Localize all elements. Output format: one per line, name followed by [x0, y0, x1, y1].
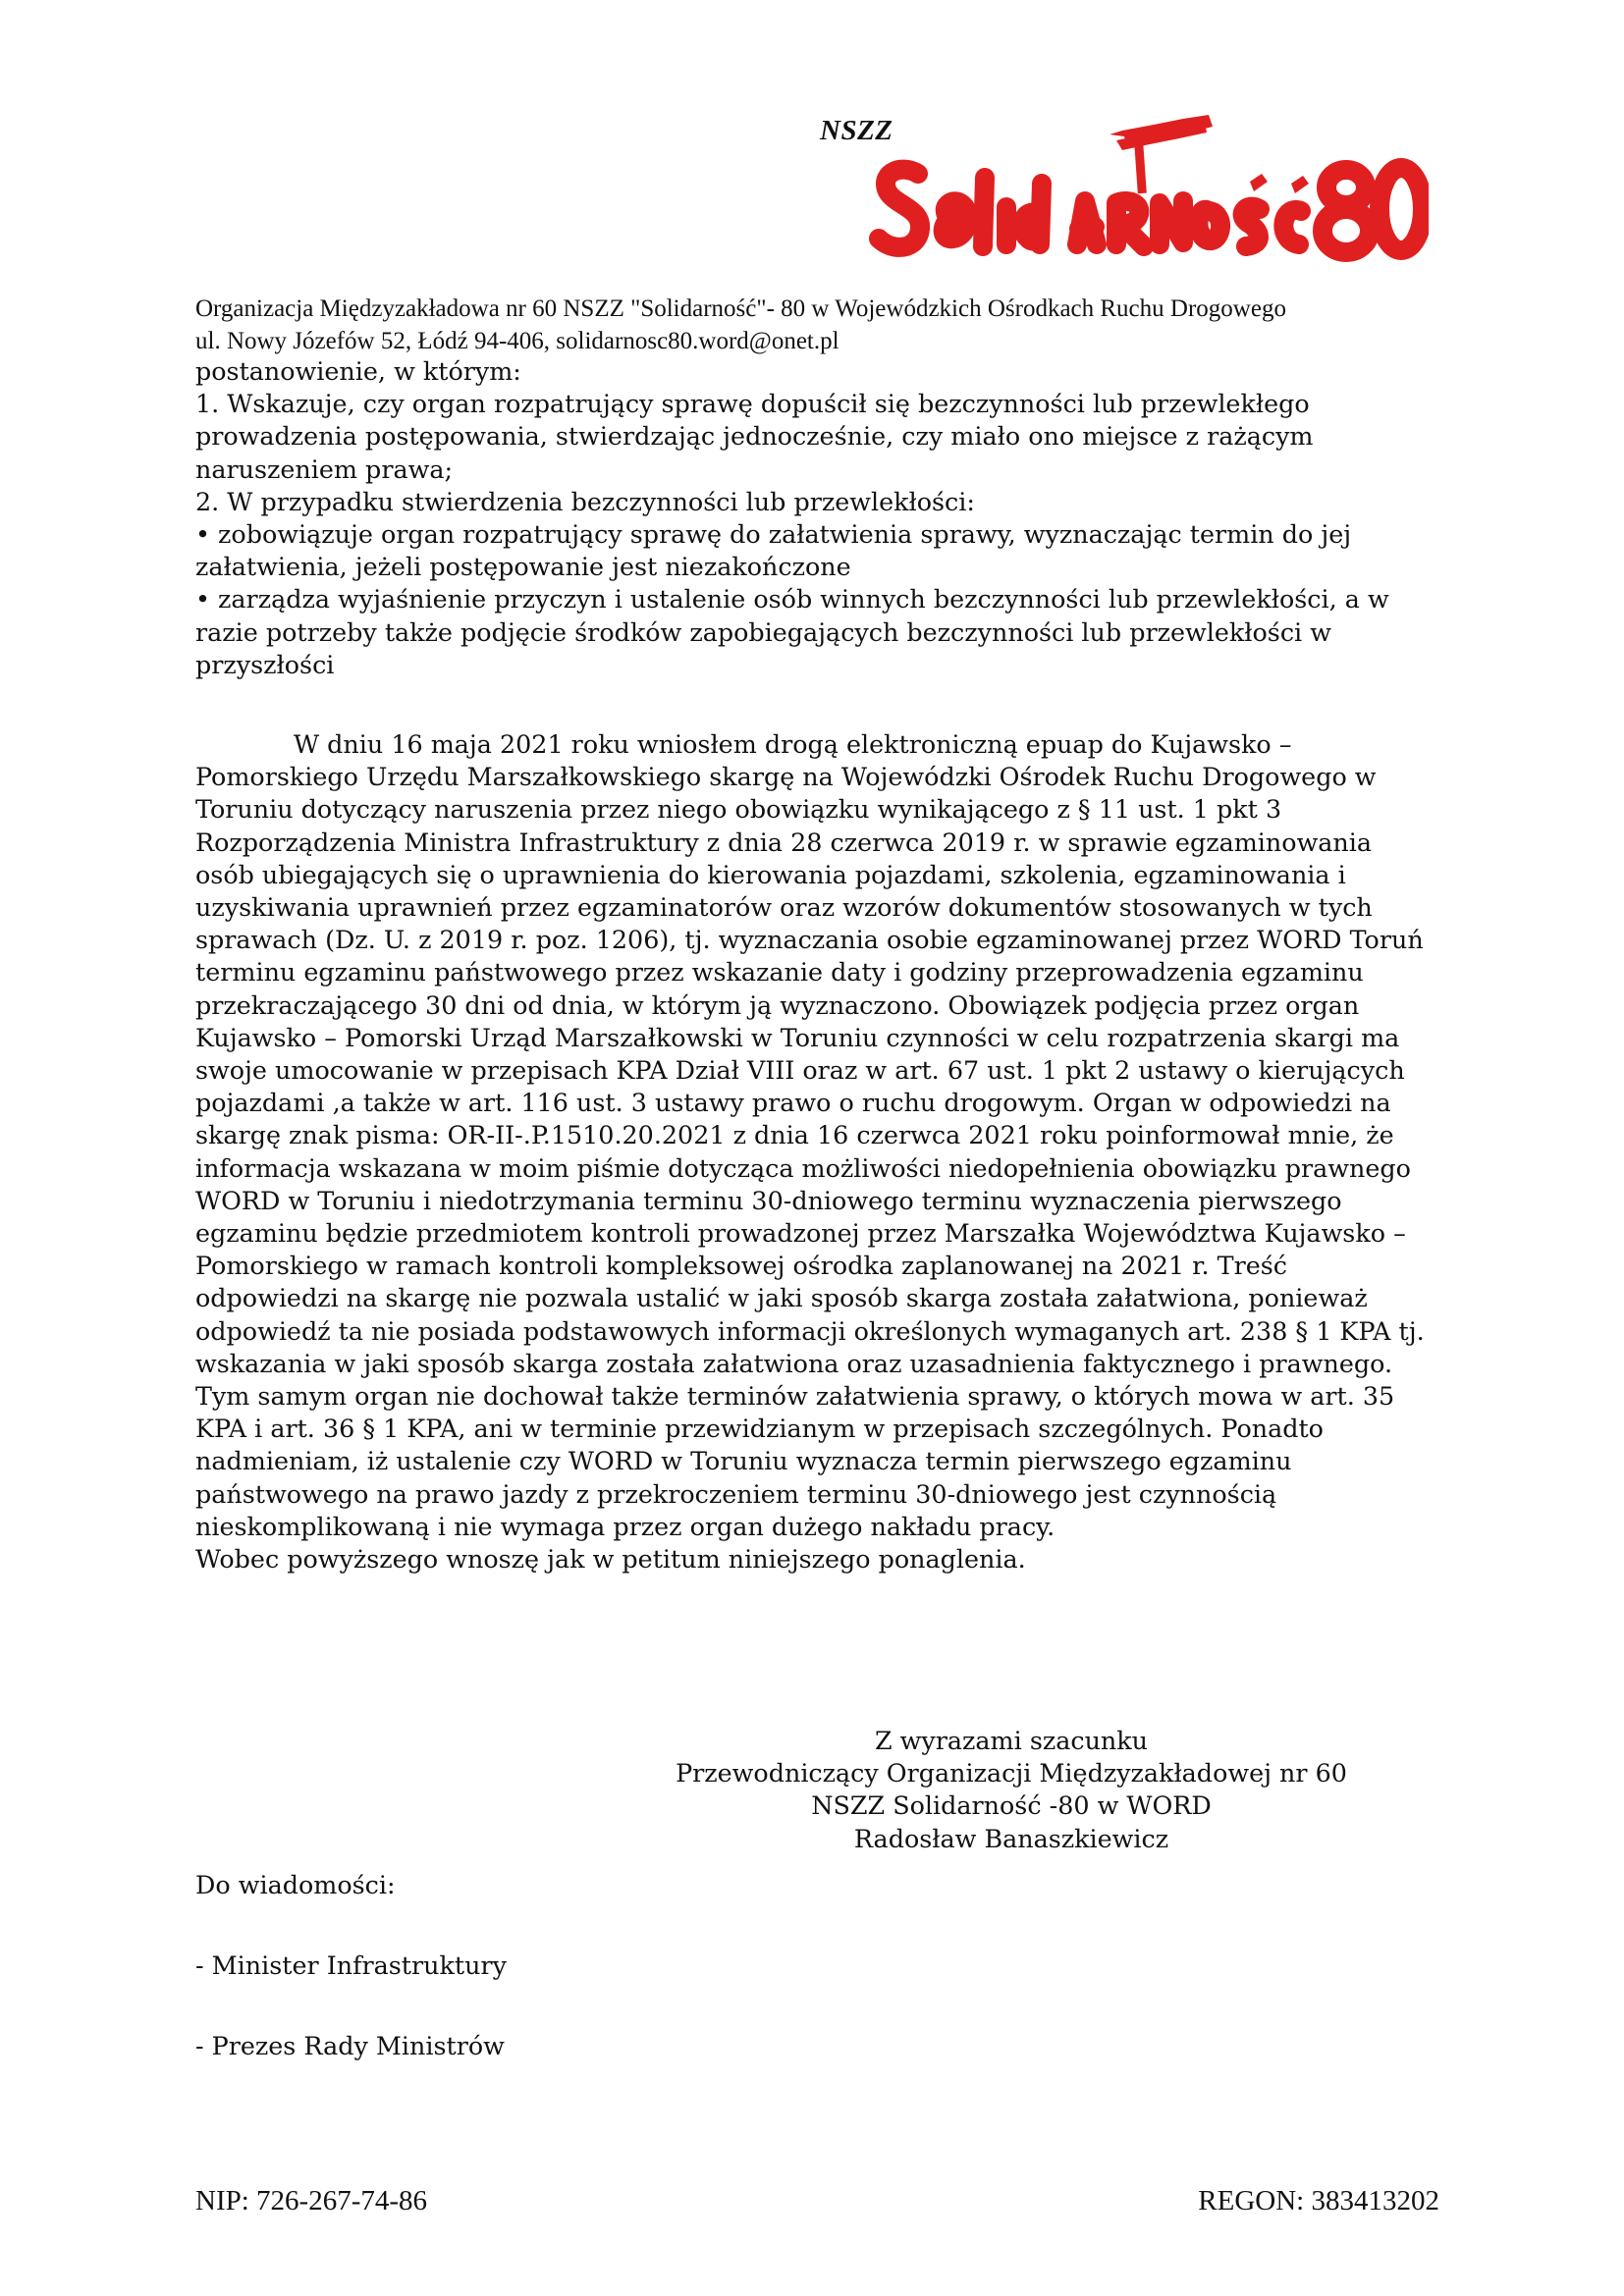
footer-regon: REGON: 383413202	[1198, 2185, 1439, 2216]
signature-role: Przewodniczący Organizacji Międzyzakładowej nr 60	[676, 1758, 1347, 1789]
letter-body	[195, 728, 1428, 1575]
signature-organization: NSZZ Solidarność -80 w WORD	[811, 1790, 1212, 1821]
signature-greeting: Z wyrazami szacunku	[874, 1726, 1149, 1755]
intro-point-1: 1. Wskazuje, czy organ rozpatrujący sprawę dopuścił się bezczynności lub przewlekłego prowadzenia postępowania, stwierdzając jednocześnie, czy miało ono miejsce z rażącym naruszeniem prawa;	[195, 389, 1314, 484]
decision-points	[195, 355, 1428, 681]
closing-line: Wobec powyższego wnoszę jak w petitum niniejszego ponaglenia.	[195, 1544, 1026, 1575]
organization-name: Organizacja Międzyzakładowa nr 60 NSZZ "Solidarność"- 80 w Wojewódzkich Ośrodkach Ruchu Drogowego	[195, 295, 1286, 322]
organization-header	[195, 293, 1286, 357]
intro-bullet-1: • zobowiązuje organ rozpatrujący sprawę do załatwienia sprawy, wyznaczając termin do jej załatwienia, jeżeli postępowanie jest niezakończone	[195, 519, 1352, 582]
notification-list	[195, 1869, 507, 2110]
solidarnosc-logo	[820, 113, 1429, 285]
main-paragraph: W dniu 16 maja 2021 roku wniosłem drogą elektroniczną epuap do Kujawsko – Pomorskiego Urzędu Marszałkowskiego skargę na Wojewódzki Ośrodek Ruchu Drogowego w Toruniu dotyczący naruszenia przez niego obowiązku wynikającego z § 11 ust. 1 pkt 3 Rozporządzenia Ministra Infrastruktury z dnia 28 czerwca 2019 r. w sprawie egzaminowania osób ubiegających się o uprawnienia do kierowania pojazdami, szkolenia, egzaminowania i uzyskiwania uprawnień przez egzaminatorów oraz wzorów dokumentów stosowanych w tych sprawach (Dz. U. z 2019 r. poz. 1206), tj. wyznaczania osobie egzaminowanej przez WORD Toruń terminu egzaminu państwowego przez wskazanie daty i godziny przeprowadzenia egzaminu przekraczającego 30 dni od dnia, w którym ją wyznaczono. Obowiązek podjęcia przez organ Kujawsko – Pomorski Urząd Marszałkowski w Toruniu czynności w celu rozpatrzenia skargi ma swoje umocowanie w przepisach KPA Dział VIII oraz w art. 67 ust. 1 pkt 2 ustawy o kierujących pojazdami ,a także w art. 116 ust. 3 ustawy prawo o ruchu drogowym. Organ w odpowiedzi na skargę znak pisma: OR-II-.P.1510.20.2021 z dnia 16 czerwca 2021 roku poinformował mnie, że informacja wskazana w moim piśmie dotycząca możliwości niedopełnienia obowiązku prawnego WORD w Toruniu i niedotrzymania terminu 30-dniowego terminu wyznaczenia pierwszego egzaminu będzie przedmiotem kontroli prowadzonej przez Marszałka Województwa Kujawsko – Pomorskiego w ramach kontroli kompleksowej ośrodka zaplanowanej na 2021 r. Treść odpowiedzi na skargę nie pozwala ustalić w jaki sposób skarga została załatwiona, ponieważ odpowiedź ta nie posiada podstawowych informacji określonych wymaganych art. 238 § 1 KPA tj. wskazania w jaki sposób skarga została załatwiona oraz uzasadnienia faktycznego i prawnego. Tym samym organ nie dochował także terminów załatwienia sprawy, o których mowa w art. 35 KPA i art. 36 § 1 KPA, ani w terminie przewidzianym w przepisach szczególnych. Ponadto nadmieniam, iż ustalenie czy WORD w Toruniu wyznacza termin pierwszego egzaminu państwowego na prawo jazdy z przekroczeniem terminu 30-dniowego jest czynnością nieskomplikowaną i nie wymaga przez organ dużego nakładu pracy.	[195, 729, 1425, 1541]
footer-nip: NIP: 726-267-74-86	[195, 2185, 428, 2216]
logo-nszz-text: NSZZ	[820, 115, 893, 146]
organization-address: ul. Nowy Józefów 52, Łódź 94-406, solidarnosc80.word@onet.pl	[195, 328, 839, 354]
notification-item: - Minister Infrastruktury	[195, 1950, 507, 1980]
notification-title: Do wiadomości:	[195, 1870, 396, 1899]
signature-block	[628, 1725, 1394, 1855]
solidarnosc-wordmark-icon	[859, 113, 1429, 285]
intro-point-2: 2. W przypadku stwierdzenia bezczynności lub przewlekłości:	[195, 486, 975, 516]
intro-bullet-2: • zarządza wyjaśnienie przyczyn i ustalenie osób winnych bezczynności lub przewlekłości, a w razie potrzeby także podjęcie środków zapobiegających bezczynności lub przewlekłości w przyszłości	[195, 584, 1389, 679]
intro-heading: postanowienie, w którym:	[195, 356, 521, 386]
signature-name: Radosław Banaszkiewicz	[853, 1823, 1169, 1853]
notification-item: - Prezes Rady Ministrów	[195, 2031, 505, 2060]
